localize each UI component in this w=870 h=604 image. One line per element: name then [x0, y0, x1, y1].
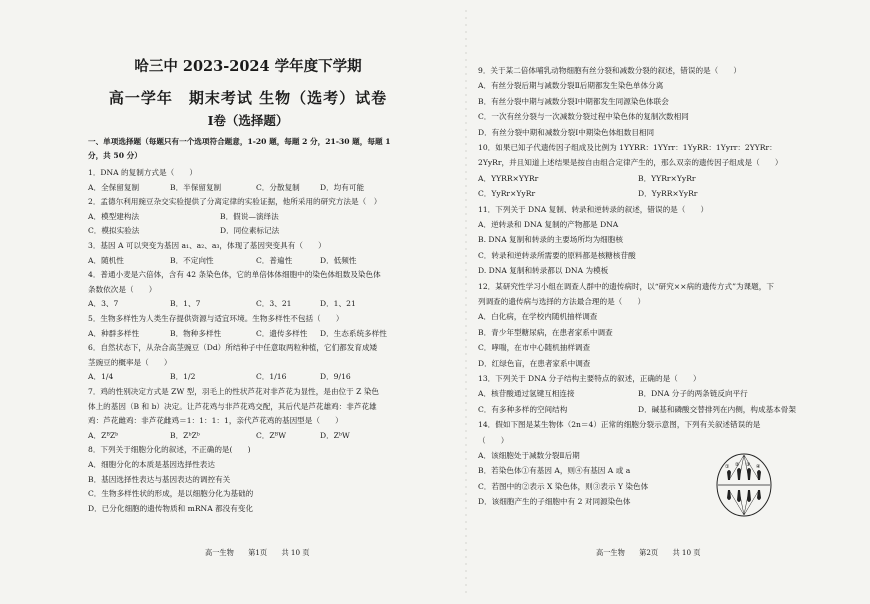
answer-option: D．低频性	[320, 255, 357, 265]
question-stem: （ ）	[478, 435, 509, 445]
question-stem: 10．如果已知子代遗传因子组成及比例为 1YYRR：1YYrr：1YyRR：1Yyrr：2YYRr：	[478, 143, 777, 152]
answer-option: A．种群多样性	[88, 328, 140, 338]
question-stem: 3．基因 A 可以突变为基因 a₁、a₂、a₃，体现了基因突变具有（ ）	[88, 241, 326, 250]
question-stem: 1．DNA 的复制方式是（ ）	[88, 168, 197, 177]
answer-option: A．逆转录和 DNA 复制的产物都是 DNA	[478, 220, 619, 229]
answer-option: C．ZᴮW	[256, 430, 287, 440]
question-stem: 2YyRr，并且知道上述结果是按自由组合定律产生的，那么双亲的遗传因子组成是（ ）	[478, 158, 783, 168]
answer-option: D．ZᵇW	[320, 430, 350, 440]
answer-option: C．若图中的②表示 X 染色体，则③表示 Y 染色体	[478, 481, 649, 491]
svg-text:②: ②	[735, 462, 740, 468]
answer-option: D．已分化细胞的遗传物质和 mRNA 都没有变化	[88, 503, 254, 513]
answer-option: A．全保留复制	[88, 182, 140, 192]
answer-option: C．3、21	[256, 299, 292, 309]
question-stem: 7．鸡的性别决定方式是 ZW 型，羽毛上的性状芦花对非芦花为显性，是由位于 Z 染色	[88, 387, 380, 396]
answer-option: D．有丝分裂中期和减数分裂Ⅰ中期染色体组数目相同	[478, 127, 655, 137]
answer-option: B．物种多样性	[170, 328, 222, 338]
answer-option: B．1/2	[170, 372, 196, 382]
exam-title: 哈三中 2023-2024 学年度下学期	[134, 58, 362, 75]
answer-option: D．该细胞产生的子细胞中有 2 对同源染色体	[478, 497, 631, 507]
answer-option: B．YYRr×YyRr	[638, 173, 696, 183]
answer-option: B．不定向性	[170, 255, 214, 265]
answer-option: D．均有可能	[320, 182, 365, 192]
answer-option: A．模型建构法	[88, 211, 140, 221]
page-footer-right: 高一生物 第2页 共 10 页	[596, 548, 701, 557]
answer-option: D．碱基和磷酸交替排列在内侧，构成基本骨架	[638, 404, 796, 414]
question-stem: 11．下列关于 DNA 复制、转录和逆转录的叙述，错误的是（ ）	[478, 204, 709, 214]
answer-option: C．生物多样性状的形成，是以细胞分化为基础的	[88, 489, 254, 499]
question-stem: 鸡：芦花雌鸡：非芦花雌鸡＝1：1：1：1，亲代芦花鸡的基因型是（ ）	[88, 416, 343, 426]
answer-option: B．青少年型糖尿病，在患者家系中调查	[478, 327, 613, 337]
svg-text:①: ①	[725, 464, 730, 470]
question-stem: 5．生物多样性为人类生存提供资源与适宜环境。生物多样性不包括（ ）	[88, 314, 344, 323]
answer-option: C．一次有丝分裂与一次减数分裂过程中染色体的复制次数相同	[478, 112, 689, 122]
section-instruction-cont: 分，共 50 分）	[88, 151, 142, 160]
question-stem: 体上的基因（B 和 b）决定。让芦花鸡与非芦花鸡交配，其后代是芦花雄鸡：非芦花雄	[88, 401, 377, 411]
question-stem: 列调查的遗传病与选择的方法最合理的是（ ）	[478, 297, 646, 306]
answer-option: C．模拟实验法	[88, 226, 140, 236]
question-stem: 2．孟德尔利用豌豆杂交实验提供了分离定律的实验证据，他所采用的研究方法是（ ）	[88, 197, 382, 207]
answer-option: A．ZᴮZᵇ	[88, 430, 119, 440]
answer-option: A．1/4	[88, 372, 114, 382]
answer-option: C．遗传多样性	[256, 328, 308, 338]
answer-option: B．若染色体①有基因 A，则④有基因 A 或 a	[478, 466, 631, 476]
answer-option: B．DNA 分子的两条链反向平行	[638, 389, 748, 399]
answer-option: A．随机性	[88, 255, 124, 265]
answer-option: D. DNA 复制和转录都以 DNA 为模板	[478, 266, 609, 276]
answer-option: C．YyRr×YyRr	[478, 189, 536, 199]
question-stem: 4．普通小麦是六倍体，含有 42 条染色体，它的单倍体体细胞中的染色体组数及染色体	[88, 270, 381, 280]
answer-option: D．红绿色盲，在患者家系中调查	[478, 358, 591, 368]
answer-option: D．同位素标记法	[220, 226, 280, 236]
answer-option: B．假说—演绎法	[220, 211, 279, 221]
answer-option: A．YYRR×YYRr	[478, 173, 539, 183]
answer-option: C．分散复制	[256, 182, 300, 192]
question-stem: 14．假如下图是某生物体（2n＝4）正常的细胞分裂示意图，下列有关叙述错误的是	[478, 420, 761, 430]
question-stem: 茎豌豆的概率是（ ）	[88, 357, 172, 367]
answer-option: D．9/16	[320, 372, 351, 382]
page-footer-left: 高一生物 第1页 共 10 页	[205, 548, 310, 557]
svg-text:④: ④	[756, 464, 761, 470]
answer-option: B．基因选择性表达与基因表达的调控有关	[88, 474, 231, 484]
answer-option: B．ZᵇZᵇ	[170, 430, 200, 440]
svg-text:③: ③	[746, 462, 751, 468]
section-heading: Ⅰ卷（选择题）	[207, 113, 289, 128]
question-stem: 6．自然状态下，从杂合高茎豌豆（Dd）所结种子中任意取两粒种植，它们都发育成矮	[88, 343, 378, 353]
answer-option: B．半保留复制	[170, 182, 222, 192]
answer-option: A．该细胞处于减数分裂Ⅱ后期	[478, 451, 580, 460]
answer-option: C．普遍性	[256, 255, 293, 265]
answer-option: A．白化病，在学校内随机抽样调查	[478, 312, 598, 322]
answer-option: A．3、7	[88, 299, 119, 309]
section-instruction: 一、单项选择题（每题只有一个选项符合题意，1-20 题，每题 2 分，21-30 题，每题 1	[88, 137, 391, 146]
answer-option: D．YyRR×YyRr	[638, 189, 698, 199]
answer-option: B．有丝分裂中期与减数分裂Ⅰ中期都发生同源染色体联会	[478, 96, 669, 106]
cell-division-figure-icon	[715, 452, 773, 518]
answer-option: C．转录和逆转录所需要的原料都是核糖核苷酸	[478, 250, 636, 260]
exam-subtitle: 高一学年 期末考试 生物（选考）试卷	[108, 89, 388, 107]
answer-option: A．有丝分裂后期与减数分裂Ⅱ后期都发生染色单体分离	[478, 81, 664, 91]
answer-option: B．1、7	[170, 299, 201, 309]
question-stem: 9．关于某二倍体哺乳动物细胞有丝分裂和减数分裂的叙述，错误的是（ ）	[478, 66, 742, 75]
answer-option: C．哮喘，在市中心随机抽样调查	[478, 343, 591, 353]
answer-option: A．核苷酸通过氢键互相连接	[478, 389, 575, 399]
answer-option: D．1、21	[320, 299, 356, 309]
answer-option: C．有多种多样的空间结构	[478, 404, 568, 414]
question-stem: 条数依次是（ ）	[88, 284, 157, 294]
question-stem: 8．下列关于细胞分化的叙述，不正确的是( )	[88, 445, 251, 455]
question-stem: 13．下列关于 DNA 分子结构主要特点的叙述，正确的是（ ）	[478, 374, 701, 383]
answer-option: D．生态系统多样性	[320, 328, 387, 338]
answer-option: A．细胞分化的本质是基因选择性表达	[88, 460, 215, 469]
answer-option: C．1/16	[256, 372, 287, 382]
answer-option: B. DNA 复制和转录的主要场所均为细胞核	[478, 235, 623, 245]
question-stem: 12．某研究性学习小组在调查人群中的遗传病时，以“研究××病的遗传方式”为课题，下	[478, 281, 774, 291]
